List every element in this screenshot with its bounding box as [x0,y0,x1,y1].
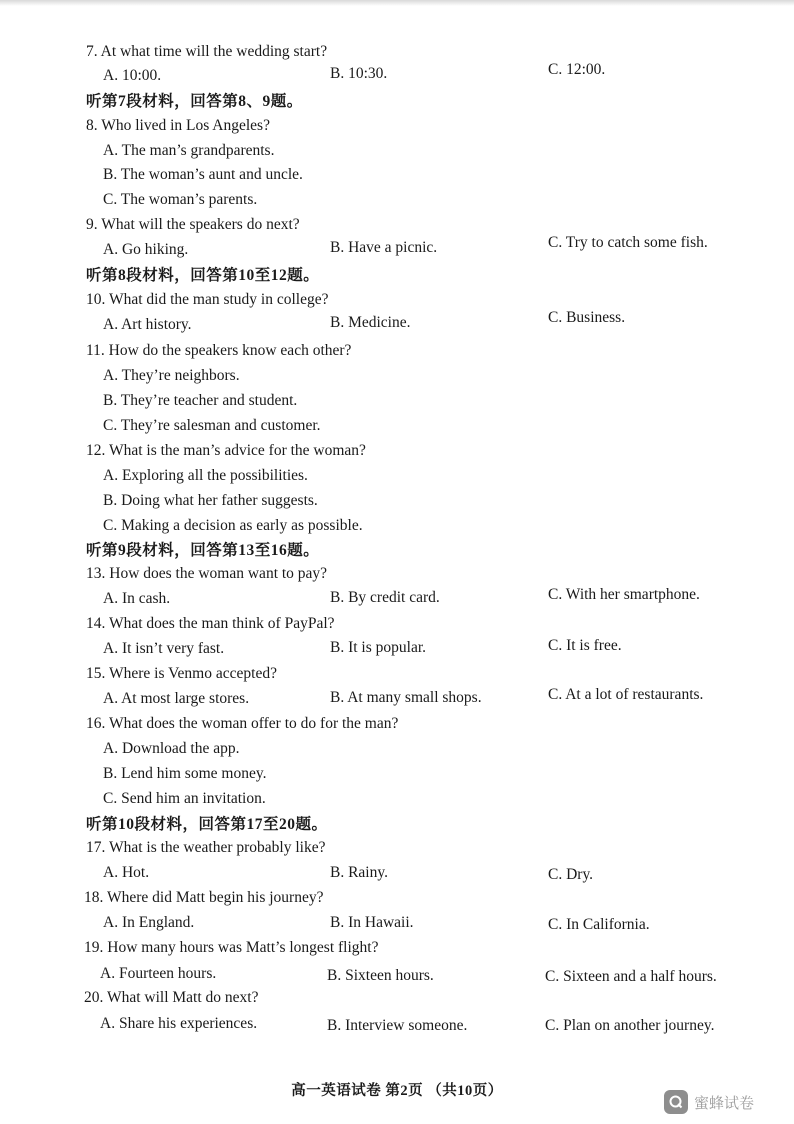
option-c: C. Dry. [548,866,594,883]
question: 18. Where did Matt begin his journey? [84,889,324,906]
q-logo-icon [664,1090,688,1114]
option-a: A. At most large stores. [103,690,250,707]
option: C. They’re salesman and customer. [103,417,321,434]
option-a: A. Art history. [103,316,192,333]
option: C. Send him an invitation. [103,790,266,807]
watermark [664,1088,754,1116]
option-c: C. 12:00. [548,61,606,78]
option-c: C. It is free. [548,637,622,654]
question: 14. What does the man think of PayPal? [86,615,335,632]
option-a: A. Go hiking. [103,241,189,258]
option-a: A. In England. [103,914,195,931]
option-a: A. It isn’t very fast. [103,640,225,657]
option: C. The woman’s parents. [103,191,258,208]
option-b: B. Medicine. [330,314,411,331]
watermark-text: 蜜蜂试卷 [694,1093,755,1112]
option-a: A. 10:00. [103,67,162,84]
question: 7. At what time will the wedding start? [86,43,328,60]
option-b: B. It is popular. [330,639,427,656]
question: 8. Who lived in Los Angeles? [86,117,270,134]
option-b: B. Have a picnic. [330,239,438,256]
section-instruction: 听第8段材料，回答第10至12题。 [86,267,320,284]
option-c: C. Plan on another journey. [545,1017,715,1034]
option: B. They’re teacher and student. [103,392,298,409]
option-c: C. At a lot of restaurants. [548,686,704,703]
section-instruction: 听第10段材料，回答第17至20题。 [86,816,328,833]
option: A. Exploring all the possibilities. [103,467,308,484]
option-b: B. Interview someone. [327,1017,468,1034]
option-c: C. Try to catch some fish. [548,234,708,251]
question: 10. What did the man study in college? [86,291,329,308]
page-footer: 高一英语试卷 第2页 （共10页） [291,1083,503,1099]
question: 20. What will Matt do next? [84,989,259,1006]
question: 9. What will the speakers do next? [86,216,300,233]
section-instruction: 听第7段材料，回答第8、9题。 [86,93,303,110]
option-b: B. 10:30. [330,65,388,82]
option-c: C. In California. [548,916,650,933]
option: C. Making a decision as early as possible. [103,517,363,534]
option-a: A. In cash. [103,590,171,607]
option: A. They’re neighbors. [103,367,240,384]
question: 11. How do the speakers know each other? [86,342,352,359]
option-b: B. Rainy. [330,864,388,881]
option: B. The woman’s aunt and uncle. [103,166,303,183]
option-a: A. Fourteen hours. [100,965,217,982]
question: 19. How many hours was Matt’s longest flight? [84,939,379,956]
option-c: C. Business. [548,309,626,326]
question: 13. How does the woman want to pay? [86,565,328,582]
question: 15. Where is Venmo accepted? [86,665,277,682]
question: 17. What is the weather probably like? [86,839,326,856]
option-b: B. Sixteen hours. [327,967,434,984]
section-instruction: 听第9段材料，回答第13至16题。 [86,542,320,559]
option-a: A. Hot. [103,864,150,881]
option: B. Doing what her father suggests. [103,492,318,509]
option-c: C. Sixteen and a half hours. [545,968,717,985]
option-b: B. By credit card. [330,589,440,606]
option-b: B. In Hawaii. [330,914,414,931]
option: A. Download the app. [103,740,240,757]
option-c: C. With her smartphone. [548,586,700,603]
option-a: A. Share his experiences. [100,1015,258,1032]
option-b: B. At many small shops. [330,689,482,706]
option: B. Lend him some money. [103,765,267,782]
option: A. The man’s grandparents. [103,142,275,159]
question: 16. What does the woman offer to do for the man? [86,715,399,732]
question: 12. What is the man’s advice for the woman? [86,442,366,459]
